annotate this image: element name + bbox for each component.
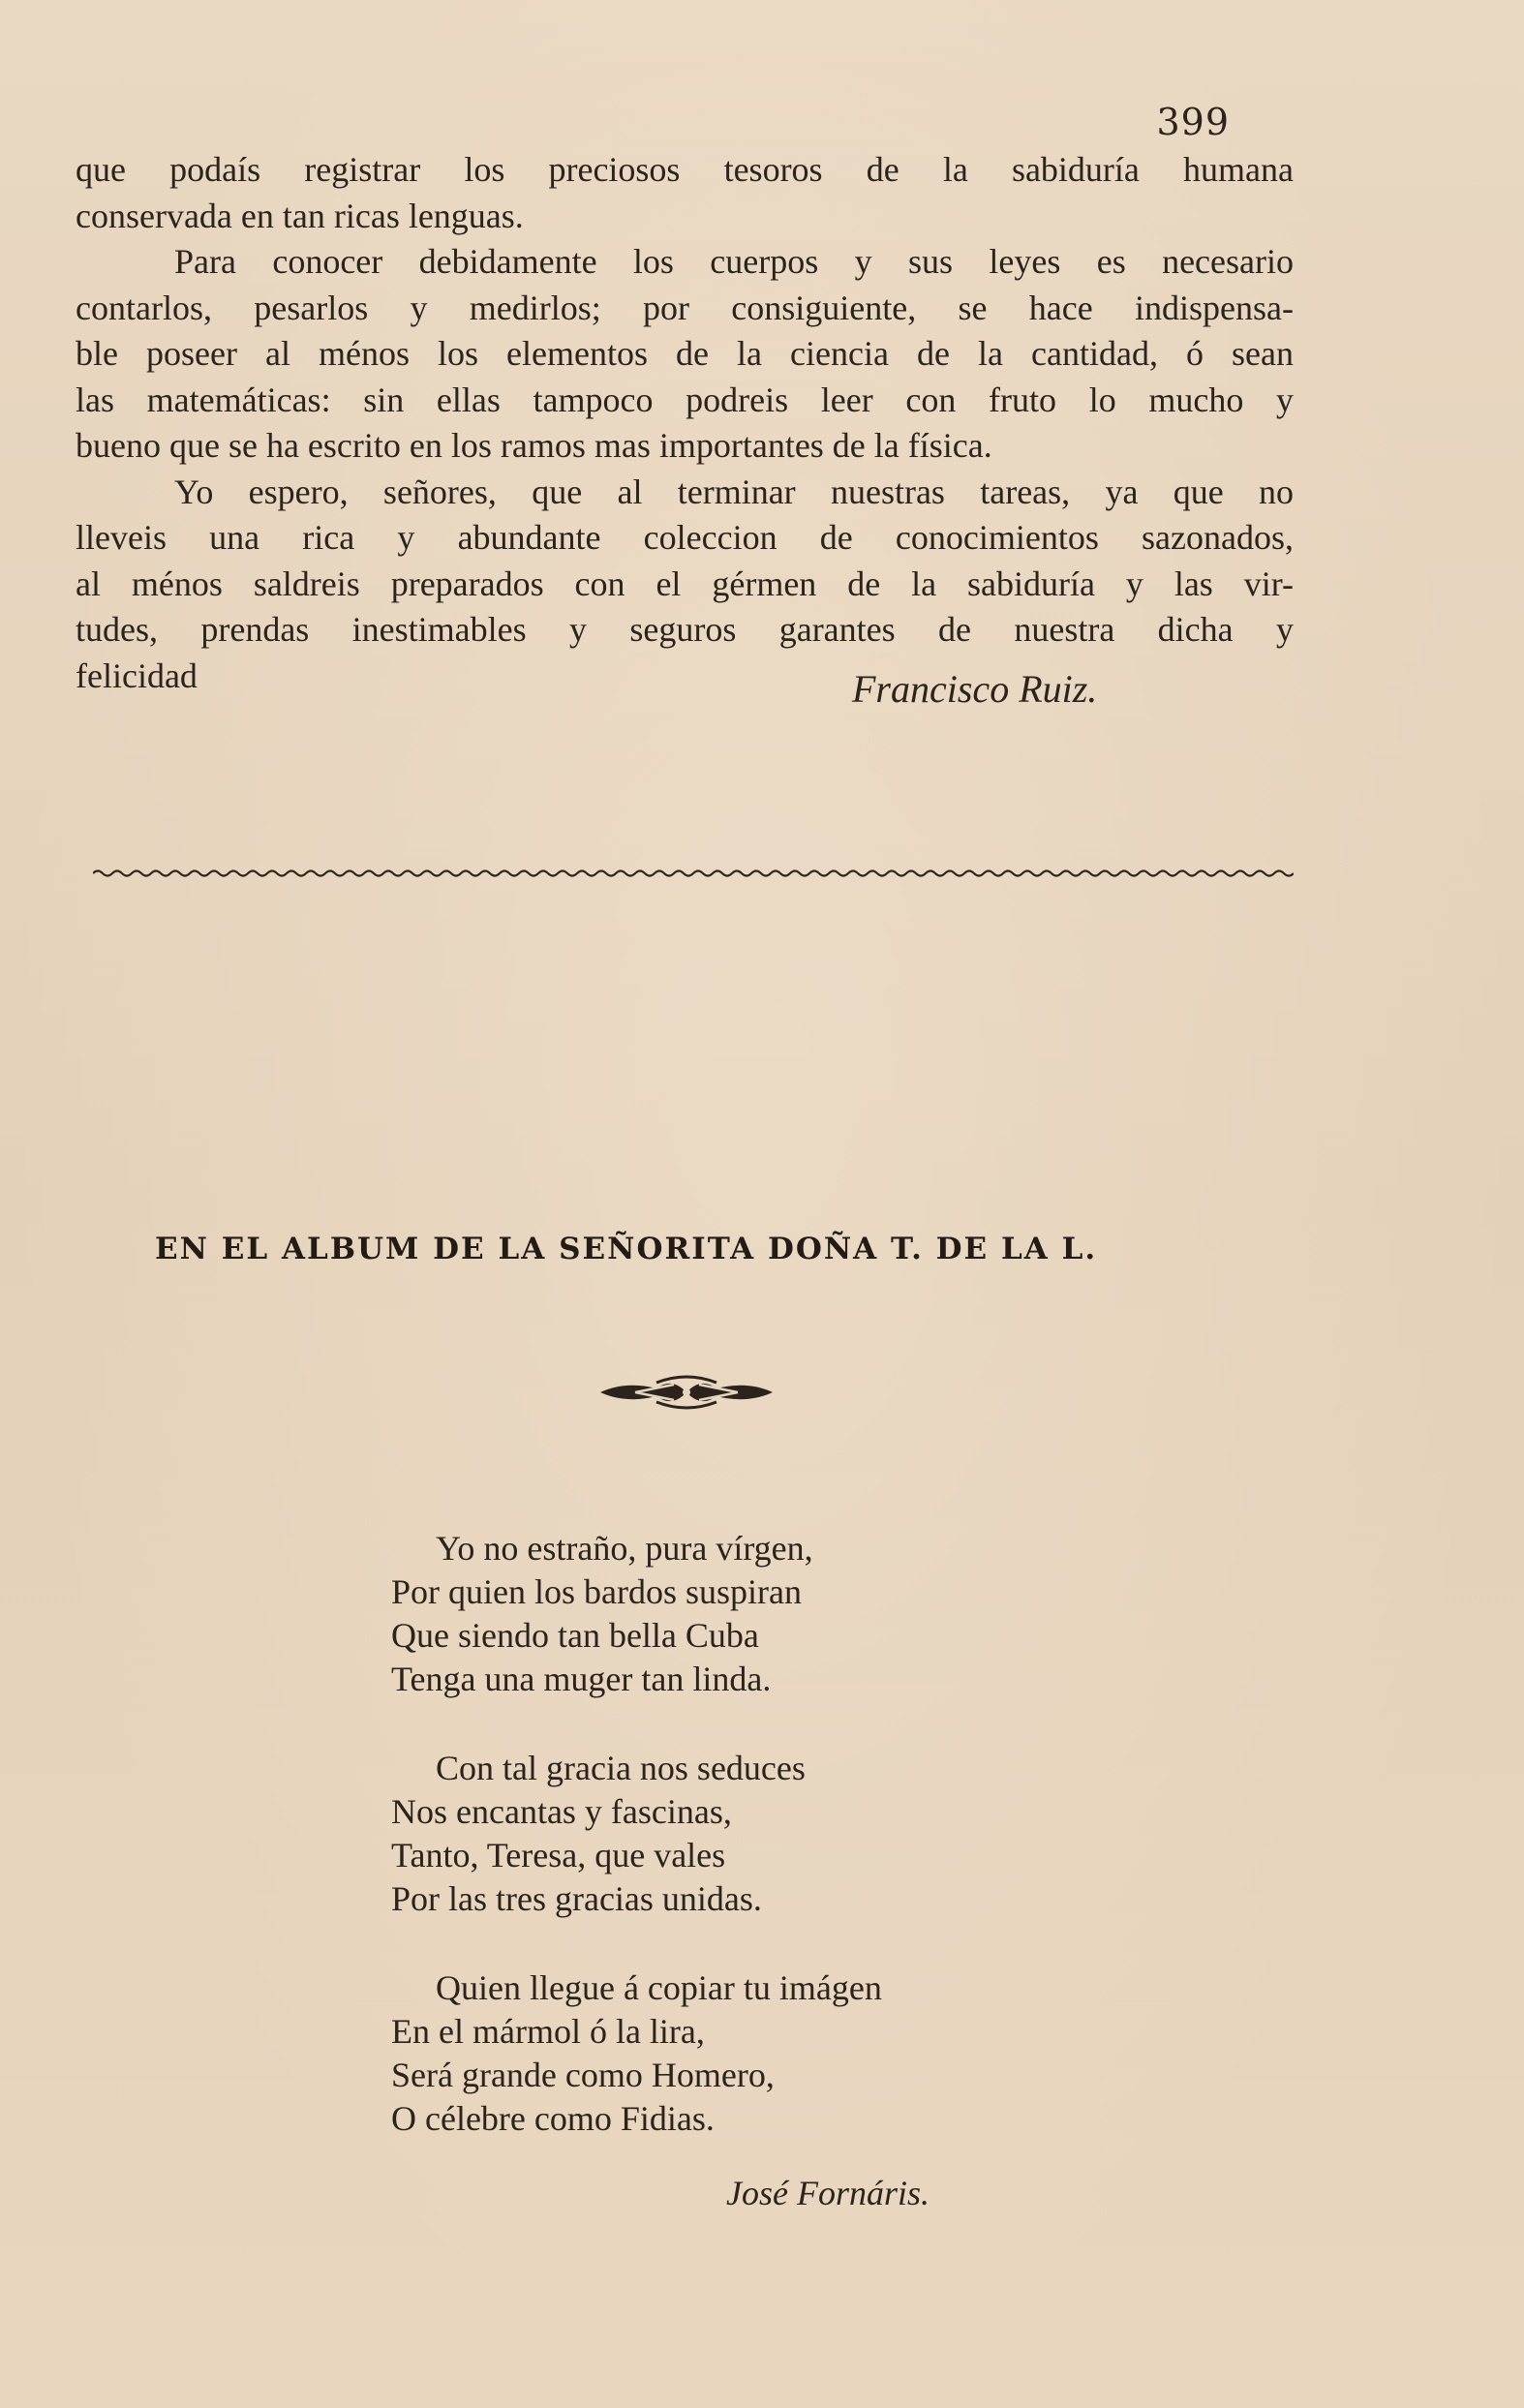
author-signature-fornaris: José Fornáris. [726,2174,930,2212]
verse-line: Con tal gracia nos seduces [436,1749,806,1787]
prose-line: Yo espero, señores, que al terminar nuestras tareas, ya que no [174,472,1294,511]
decorative-ornament-icon [596,1369,777,1416]
verse-line: Nos encantas y fascinas, [391,1792,732,1831]
verse-line: Será grande como Homero, [391,2056,775,2094]
poem [391,1527,1069,2186]
verse-line: Por las tres gracias unidas. [391,1879,762,1918]
prose-line: al ménos saldreis preparados con el gérmen de la sabiduría y las vir- [76,564,1294,603]
prose-line: ble poseer al ménos los elementos de la ciencia de la cantidad, ó sean [76,334,1294,373]
prose-line: Para conocer debidamente los cuerpos y sus leyes es necesario [174,242,1294,281]
prose-paragraphs [76,147,1294,699]
poem-stanza [391,1747,1069,1921]
wavy-divider-rule [93,868,1294,879]
verse-line: Que siendo tan bella Cuba [391,1616,759,1655]
verse-line: Por quien los bardos suspiran [391,1572,802,1611]
verse-line: O célebre como Fidias. [391,2099,715,2138]
verse-line: En el mármol ó la lira, [391,2012,705,2051]
verse-line: Tenga una muger tan linda. [391,1660,772,1698]
prose-line: conservada en tan ricas lenguas. [76,196,524,235]
page-number: 399 [1156,101,1230,143]
prose-line: tudes, prendas inestimables y seguros garantes de nuestra dicha y [76,610,1294,649]
verse-line: Yo no estraño, pura vírgen, [436,1529,813,1568]
author-signature-ruiz: Francisco Ruiz. [852,667,1098,711]
verse-line: Tanto, Teresa, que vales [391,1836,726,1875]
prose-line: contarlos, pesarlos y medirlos; por consiguiente, se hace indispensa- [76,288,1294,327]
prose-line: lleveis una rica y abundante coleccion de conocimientos sazonados, [76,518,1294,557]
prose-line: que podaís registrar los preciosos tesoros de la sabiduría humana [76,150,1294,189]
poem-stanza [391,1527,1069,1701]
prose-line: las matemáticas: sin ellas tampoco podreis leer con fruto lo mucho y [76,380,1294,419]
poem-stanza [391,1966,1069,2141]
section-heading: EN EL ALBUM DE LA SEÑORITA DOÑA T. DE LA L. [155,1232,1098,1266]
verse-line: Quien llegue á copiar tu imágen [436,1968,882,2007]
prose-line: felicidad [76,655,198,695]
prose-line: bueno que se ha escrito en los ramos mas importantes de la física. [76,426,992,465]
